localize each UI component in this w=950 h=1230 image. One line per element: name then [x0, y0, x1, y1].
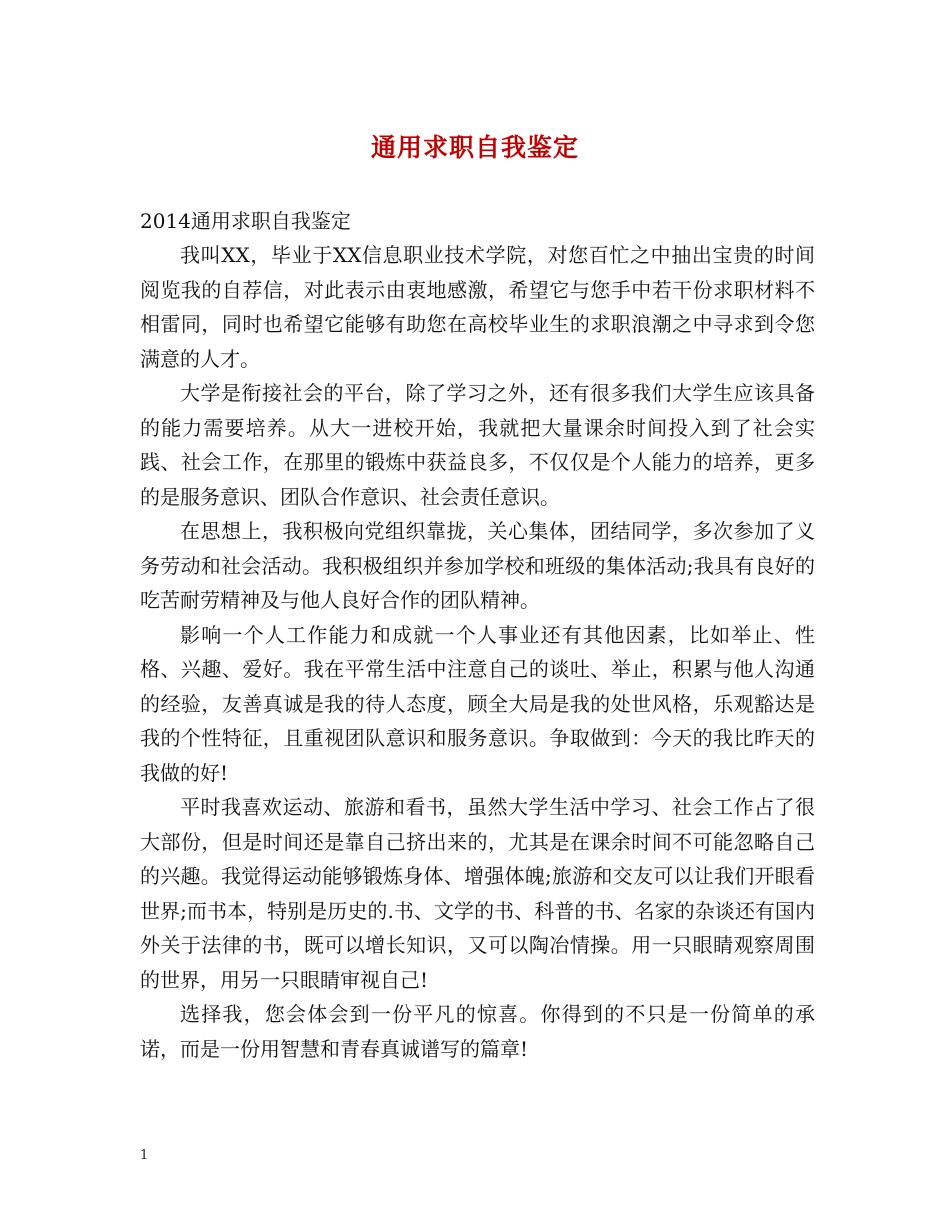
document-title: 通用求职自我鉴定	[370, 133, 579, 162]
paragraph-intro: 我叫XX，毕业于XX信息职业技术学院，对您百忙之中抽出宝贵的时间阅览我的自荐信，对此表示由衷地感激，希望它与您手中若干份求职材料不相雷同，同时也希望它能够有助您在高校毕业生的求职浪潮之中寻求到令您满意的人才。	[140, 243, 815, 371]
page-number: 1	[140, 1148, 149, 1163]
paragraph-ideology: 在思想上，我积极向党组织靠拢，关心集体，团结同学，多次参加了义务劳动和社会活动。我积极组织并参加学校和班级的集体活动;我具有良好的吃苦耐劳精神及与他人良好合作的团队精神。	[140, 519, 815, 612]
document-body	[140, 238, 815, 1066]
document-subtitle: 2014通用求职自我鉴定	[140, 209, 351, 233]
paragraph-character: 影响一个人工作能力和成就一个人事业还有其他因素，比如举止、性格、兴趣、爱好。我在平常生活中注意自己的谈吐、举止，积累与他人沟通的经验，友善真诚是我的待人态度，顾全大局是我的处世风格，乐观豁达是我的个性特征，且重视团队意识和服务意识。争取做到：今天的我比昨天的我做的好!	[140, 622, 815, 785]
paragraph-closing: 选择我，您会体会到一份平凡的惊喜。你得到的不只是一份简单的承诺，而是一份用智慧和青春真诚谱写的篇章!	[140, 1002, 815, 1061]
paragraph-hobbies: 平时我喜欢运动、旅游和看书，虽然大学生活中学习、社会工作占了很大部份，但是时间还是靠自己挤出来的，尤其是在课余时间不可能忽略自己的兴趣。我觉得运动能够锻炼身体、增强体魄;旅游和交友可以让我们开眼看世界;而书本，特别是历史的.书、文学的书、科普的书、名家的杂谈还有国内外关于法律的书，既可以增长知识，又可以陶冶情操。用一只眼睛观察周围的世界，用另一只眼睛审视自己!	[140, 795, 815, 992]
paragraph-university: 大学是衔接社会的平台，除了学习之外，还有很多我们大学生应该具备的能力需要培养。从大一进校开始，我就把大量课余时间投入到了社会实践、社会工作，在那里的锻炼中获益良多，不仅仅是个人能力的培养，更多的是服务意识、团队合作意识、社会责任意识。	[140, 381, 815, 509]
